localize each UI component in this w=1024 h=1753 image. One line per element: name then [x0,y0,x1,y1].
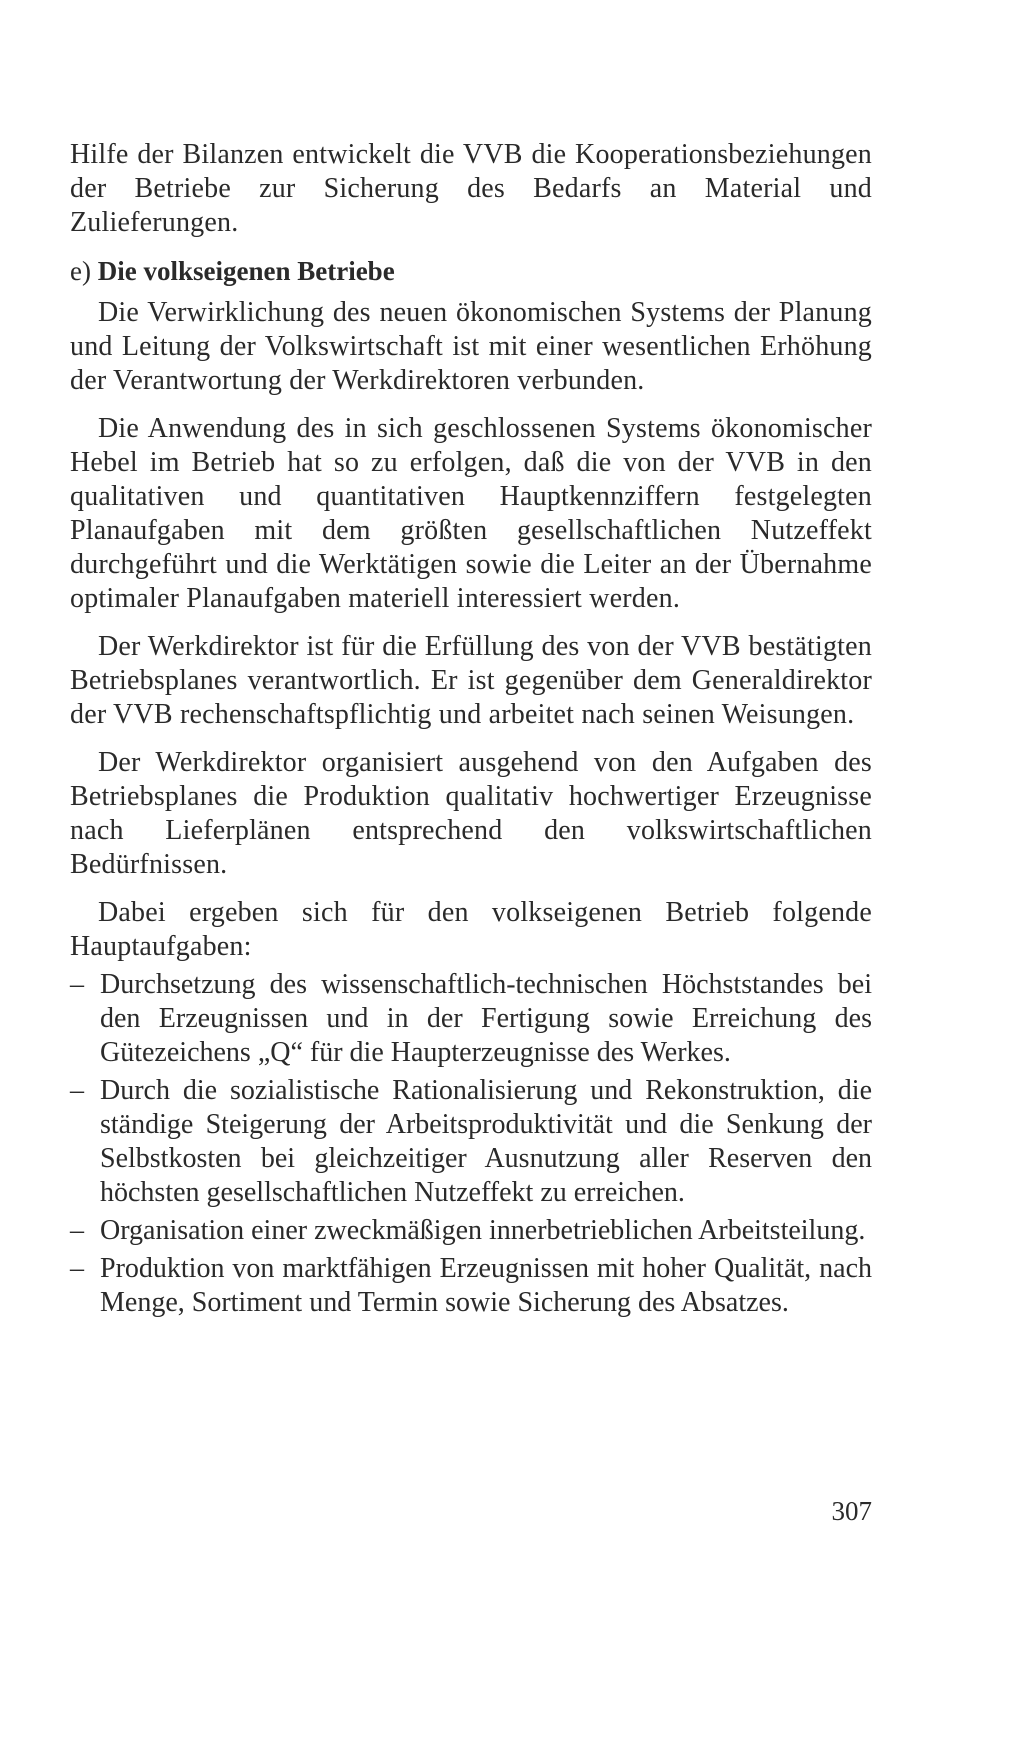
paragraph: Der Werkdirektor organisiert ausgehend von den Aufgaben des Betriebsplanes die Produktion qualitativ hochwertiger Erzeugnisse nach Lieferplänen entsprechend den volkswirtschaftlichen Bedürfnissen. [70,747,872,880]
list-item-text: Durch die sozialistische Rationalisierung und Rekonstruktion, die ständige Steigerung der Arbeitsproduktivität und die Senkung der Selbstkosten bei gleichzeitiger Ausnutzung aller Reserven den höchsten gesellschaftlichen Nutzeffekt zu erreichen. [100,1075,872,1208]
dash-marker: – [70,1075,84,1106]
list-item [70,1252,872,1320]
list-item-text: Durchsetzung des wissenschaftlich-technischen Höchststandes bei den Erzeugnissen und in der Fertigung sowie Erreichung des Gütezeichens „Q“ für die Haupterzeugnisse des Werkes. [100,969,872,1068]
list-item [70,1214,872,1248]
paragraph: Der Werkdirektor ist für die Erfüllung des von der VVB bestätigten Betriebsplanes verantwortlich. Er ist gegenüber dem Generaldirektor der VVB rechenschaftspflichtig und arbeitet nach seinen Weisungen. [70,631,872,730]
task-list [70,968,872,1320]
paragraph: Dabei ergeben sich für den volkseigenen Betrieb folgende Hauptaufgaben: [70,897,872,962]
paragraph: Die Verwirklichung des neuen ökonomischen Systems der Planung und Leitung der Volkswirtschaft ist mit einer wesentlichen Erhöhung der Verantwortung der Werkdirektoren verbunden. [70,297,872,396]
list-item [70,1074,872,1210]
list-item-text: Organisation einer zweckmäßigen innerbetrieblichen Arbeitsteilung. [100,1215,866,1246]
section-heading [70,254,872,288]
list-item-text: Produktion von marktfähigen Erzeugnissen mit hoher Qualität, nach Menge, Sortiment und Termin sowie Sicherung des Absatzes. [100,1253,872,1318]
dash-marker: – [70,1253,84,1284]
list-item [70,968,872,1070]
paragraph: Die Anwendung des in sich geschlossenen Systems ökonomischer Hebel im Betrieb hat so zu erfolgen, daß die von der VVB in den qualitativen und quantitativen Hauptkennziffern festgelegten Planaufgaben mit dem größten gesellschaftlichen Nutzeffekt durchgeführt und die Werktätigen sowie die Leiter an der Übernahme optimaler Planaufgaben materiell interessiert werden. [70,413,872,614]
section-title: Die volkseigenen Betriebe [97,256,395,286]
page-number: 307 [831,1496,872,1526]
paragraph-continuation: Hilfe der Bilanzen entwickelt die VVB die Kooperationsbeziehungen der Betriebe zur Sicherung des Bedarfs an Material und Zulieferungen. [70,139,872,238]
page-body [70,138,872,1320]
dash-marker: – [70,1215,84,1246]
section-label: e) [70,256,91,286]
dash-marker: – [70,969,84,1000]
